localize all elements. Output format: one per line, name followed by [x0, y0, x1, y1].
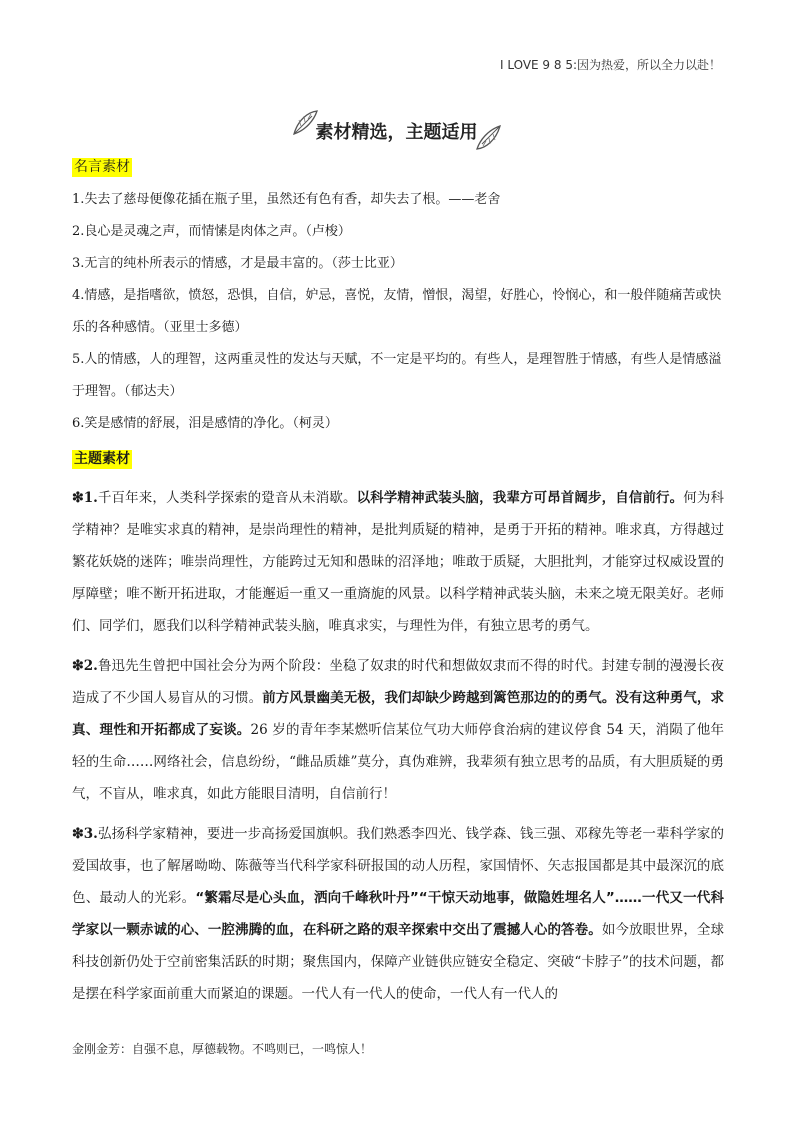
quote-item: 1.失去了慈母便像花插在瓶子里，虽然还有色有香，却失去了根。——老舍	[72, 192, 501, 207]
theme-text: 鲁迅先生曾把中国社会分为两个阶段：坐稳了奴隶的时代和想做奴隶而不得的时代。封建专制的漫漫长夜造成了不少国人易盲从的习惯。	[72, 658, 724, 706]
theme-text: 如今放眼世界，全球科技创新仍处于空前密集活跃的时期；聚焦国内，保障产业链供应链安全稳定、突破“卡脖子”的技术问题，都是摆在科学家面前重大而紧迫的课题。一代人有一代人的使命，一代人有一代人的	[72, 922, 725, 1002]
quotes-list	[72, 184, 724, 440]
theme-item	[72, 818, 724, 1010]
theme-text: 何为科学精神？是唯实求真的精神，是崇尚理性的精神，是批判质疑的精神，是勇于开拓的精神。唯求真，方得越过繁花妖娆的迷阵；唯崇尚理性，方能跨过无知和愚昧的沼泽地；唯敢于质疑，大胆批判，才能穿过权威设置的厚障壁；唯不断开拓进取，才能邂逅一重又一重旖旎的风景。以科学精神武装头脑，未来之境无限美好。老师们、同学们，愿我们以科学精神武装头脑，唯真求实，与理性为伴，有独立思考的勇气。	[72, 490, 725, 634]
theme-number: 1.	[83, 490, 98, 506]
snowflake-marker-icon: ❇	[72, 490, 84, 506]
footer-motto: 金刚金芳：自强不息，厚德载物。不鸣则已，一鸣惊人！	[72, 1042, 373, 1056]
theme-number: 3.	[83, 826, 98, 842]
themes-list	[72, 482, 724, 1018]
theme-number: 2.	[83, 658, 98, 674]
theme-text: 千百年来，人类科学探索的跫音从未消歇。	[97, 490, 357, 506]
theme-text: 弘扬科学家精神，要进一步高扬爱国旗帜。我们熟悉李四光、钱学森、钱三强、邓稼先等老一辈科学家的爱国故事，也了解屠呦呦、陈薇等当代科学家科研报国的动人历程，家国情怀、矢志报国都是其中最深沉的底色、最动人的光彩。	[72, 826, 724, 906]
quote-item: 6.笑是感情的舒展，泪是感情的净化。（柯灵）	[72, 416, 338, 431]
theme-text: 26 岁的青年李某燃听信某位气功大师停食治病的建议停食 54 天，消陨了他年轻的生命……网络社会，信息纷纷，“雌品质雄”莫分，真伪难辨，我辈须有独立思考的品质，有大胆质疑的勇气，不盲从，唯求真，如此方能眼目清明，自信前行！	[72, 722, 724, 802]
quote-item: 4.情感，是指嗜欲，愤怒，恐惧，自信，妒忌，喜悦，友情，憎恨，渴望，好胜心，怜悯心，和一般伴随痛苦或快乐的各种感情。（亚里士多德）	[72, 288, 722, 335]
quote-item: 5.人的情感，人的理智，这两重灵性的发达与天赋，不一定是平均的。有些人，是理智胜于情感，有些人是情感溢于理智。（郁达夫）	[72, 352, 722, 399]
leaf-ornament-icon	[474, 122, 504, 157]
header-motto: I LOVE 9 8 5:因为热爱，所以全力以赴！	[499, 58, 721, 72]
snowflake-marker-icon: ❇	[72, 658, 84, 674]
theme-item	[72, 482, 724, 642]
page-title: 素材精选，主题适用	[315, 122, 478, 143]
themes-section-label: 主题素材	[74, 451, 130, 467]
theme-bold-text: 前方风景幽美无极，我们却缺少跨越到篱笆那边的的勇气。没有这种勇气，求真、理性和开拓都成了妄谈。	[72, 690, 725, 738]
title-banner	[0, 108, 793, 148]
snowflake-marker-icon: ❇	[72, 826, 84, 842]
theme-bold-text: 以科学精神武装头脑，我辈方可昂首阔步，自信前行。	[356, 490, 684, 506]
theme-item	[72, 650, 724, 810]
quotes-section-label: 名言素材	[74, 159, 130, 175]
leaf-ornament-icon	[290, 108, 320, 143]
quote-item: 2.良心是灵魂之声，而情愫是肉体之声。（卢梭）	[72, 224, 351, 239]
theme-bold-text: “繁霜尽是心头血，洒向千峰秋叶丹”“干惊天动地事，做隐姓埋名人”……一代又一代科学家以一颗赤诚的心、一腔沸腾的血，在科研之路的艰辛探索中交出了震撼人心的答卷。	[72, 890, 725, 938]
quote-item: 3.无言的纯朴所表示的情感，才是最丰富的。（莎士比亚）	[72, 256, 403, 271]
